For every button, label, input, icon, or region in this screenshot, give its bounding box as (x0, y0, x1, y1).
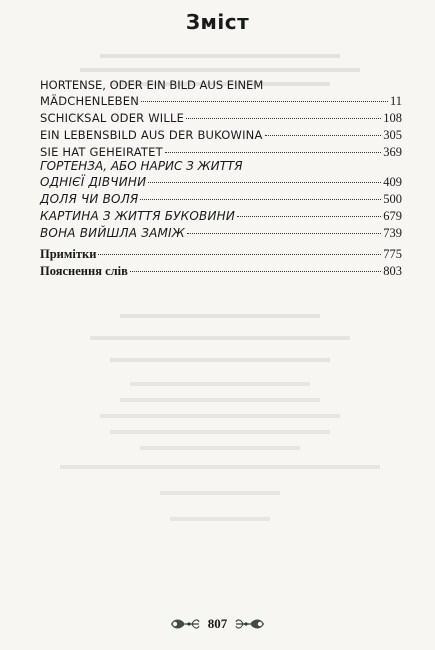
toc-leader-dots (165, 152, 381, 153)
bleed-through-text (60, 455, 380, 531)
toc-entry[interactable] (40, 247, 402, 264)
page-footer (0, 612, 435, 636)
toc-entry-page: 409 (383, 175, 402, 189)
toc-entry[interactable] (40, 209, 402, 226)
toc-leader-dots (265, 135, 382, 136)
toc-entry-page: 500 (383, 192, 402, 206)
toc-leader-dots (98, 254, 381, 255)
toc-leader-dots (130, 271, 381, 272)
toc-entry-title: ДОЛЯ ЧИ ВОЛЯ (40, 192, 139, 206)
toc-german-section (40, 77, 402, 162)
toc-leader-dots (140, 199, 381, 200)
toc-entry-title: SIE HAT GEHEIRATET (40, 145, 163, 159)
toc-leader-dots (186, 118, 381, 119)
toc-entry[interactable] (40, 226, 402, 243)
toc-entry[interactable] (40, 128, 402, 145)
toc-entry-page: 305 (383, 128, 402, 142)
toc-entry-page: 369 (383, 145, 402, 159)
toc-entry-title: ВОНА ВИЙШЛА ЗАМІЖ (40, 226, 185, 240)
toc-leader-dots (148, 182, 381, 183)
toc-entry-subline: ГОРТЕНЗА, АБО НАРИС З ЖИТТЯ (40, 159, 243, 173)
toc-entry-title: MÄDCHENLEBEN (40, 94, 140, 108)
page-number: 807 (207, 616, 228, 631)
toc-entry-title: SCHICKSAL ODER WILLE (40, 111, 185, 125)
toc-back-matter-section (40, 247, 402, 281)
toc-entry-title: Пояснення слів (40, 264, 128, 278)
toc-entry-page: 108 (383, 111, 402, 125)
toc-entry-title: КАРТИНА З ЖИТТЯ БУКОВИНИ (40, 209, 236, 223)
toc-entry-title: EIN LEBENSBILD AUS DER BUKOWINA (40, 128, 263, 142)
bleed-through-text (60, 300, 380, 376)
toc-entry[interactable] (40, 111, 402, 128)
floral-ornament-icon (233, 614, 267, 634)
toc-leader-dots (141, 101, 388, 102)
toc-leader-dots (187, 233, 381, 234)
toc-entry[interactable] (40, 264, 402, 281)
toc-entry-page: 679 (383, 209, 402, 223)
toc-ukrainian-section (40, 158, 402, 243)
toc-entry-subline: HORTENSE, ODER EIN BILD AUS EINEM (40, 78, 264, 92)
bleed-through-text (60, 370, 380, 458)
floral-ornament-icon (168, 614, 202, 634)
toc-entry[interactable] (40, 192, 402, 209)
toc-leader-dots (237, 216, 381, 217)
toc-entry-page: 775 (383, 247, 402, 261)
toc-entry-page: 11 (389, 94, 402, 108)
toc-entry[interactable] (40, 94, 402, 111)
toc-entry-title: ОДНІЄЇ ДІВЧИНИ (40, 175, 147, 189)
toc-entry-page: 803 (383, 264, 402, 278)
toc-entry[interactable] (40, 175, 402, 192)
page-title: Зміст (185, 10, 250, 34)
toc-entry-title: Примітки (40, 247, 97, 261)
toc-entry-page: 739 (383, 226, 402, 240)
